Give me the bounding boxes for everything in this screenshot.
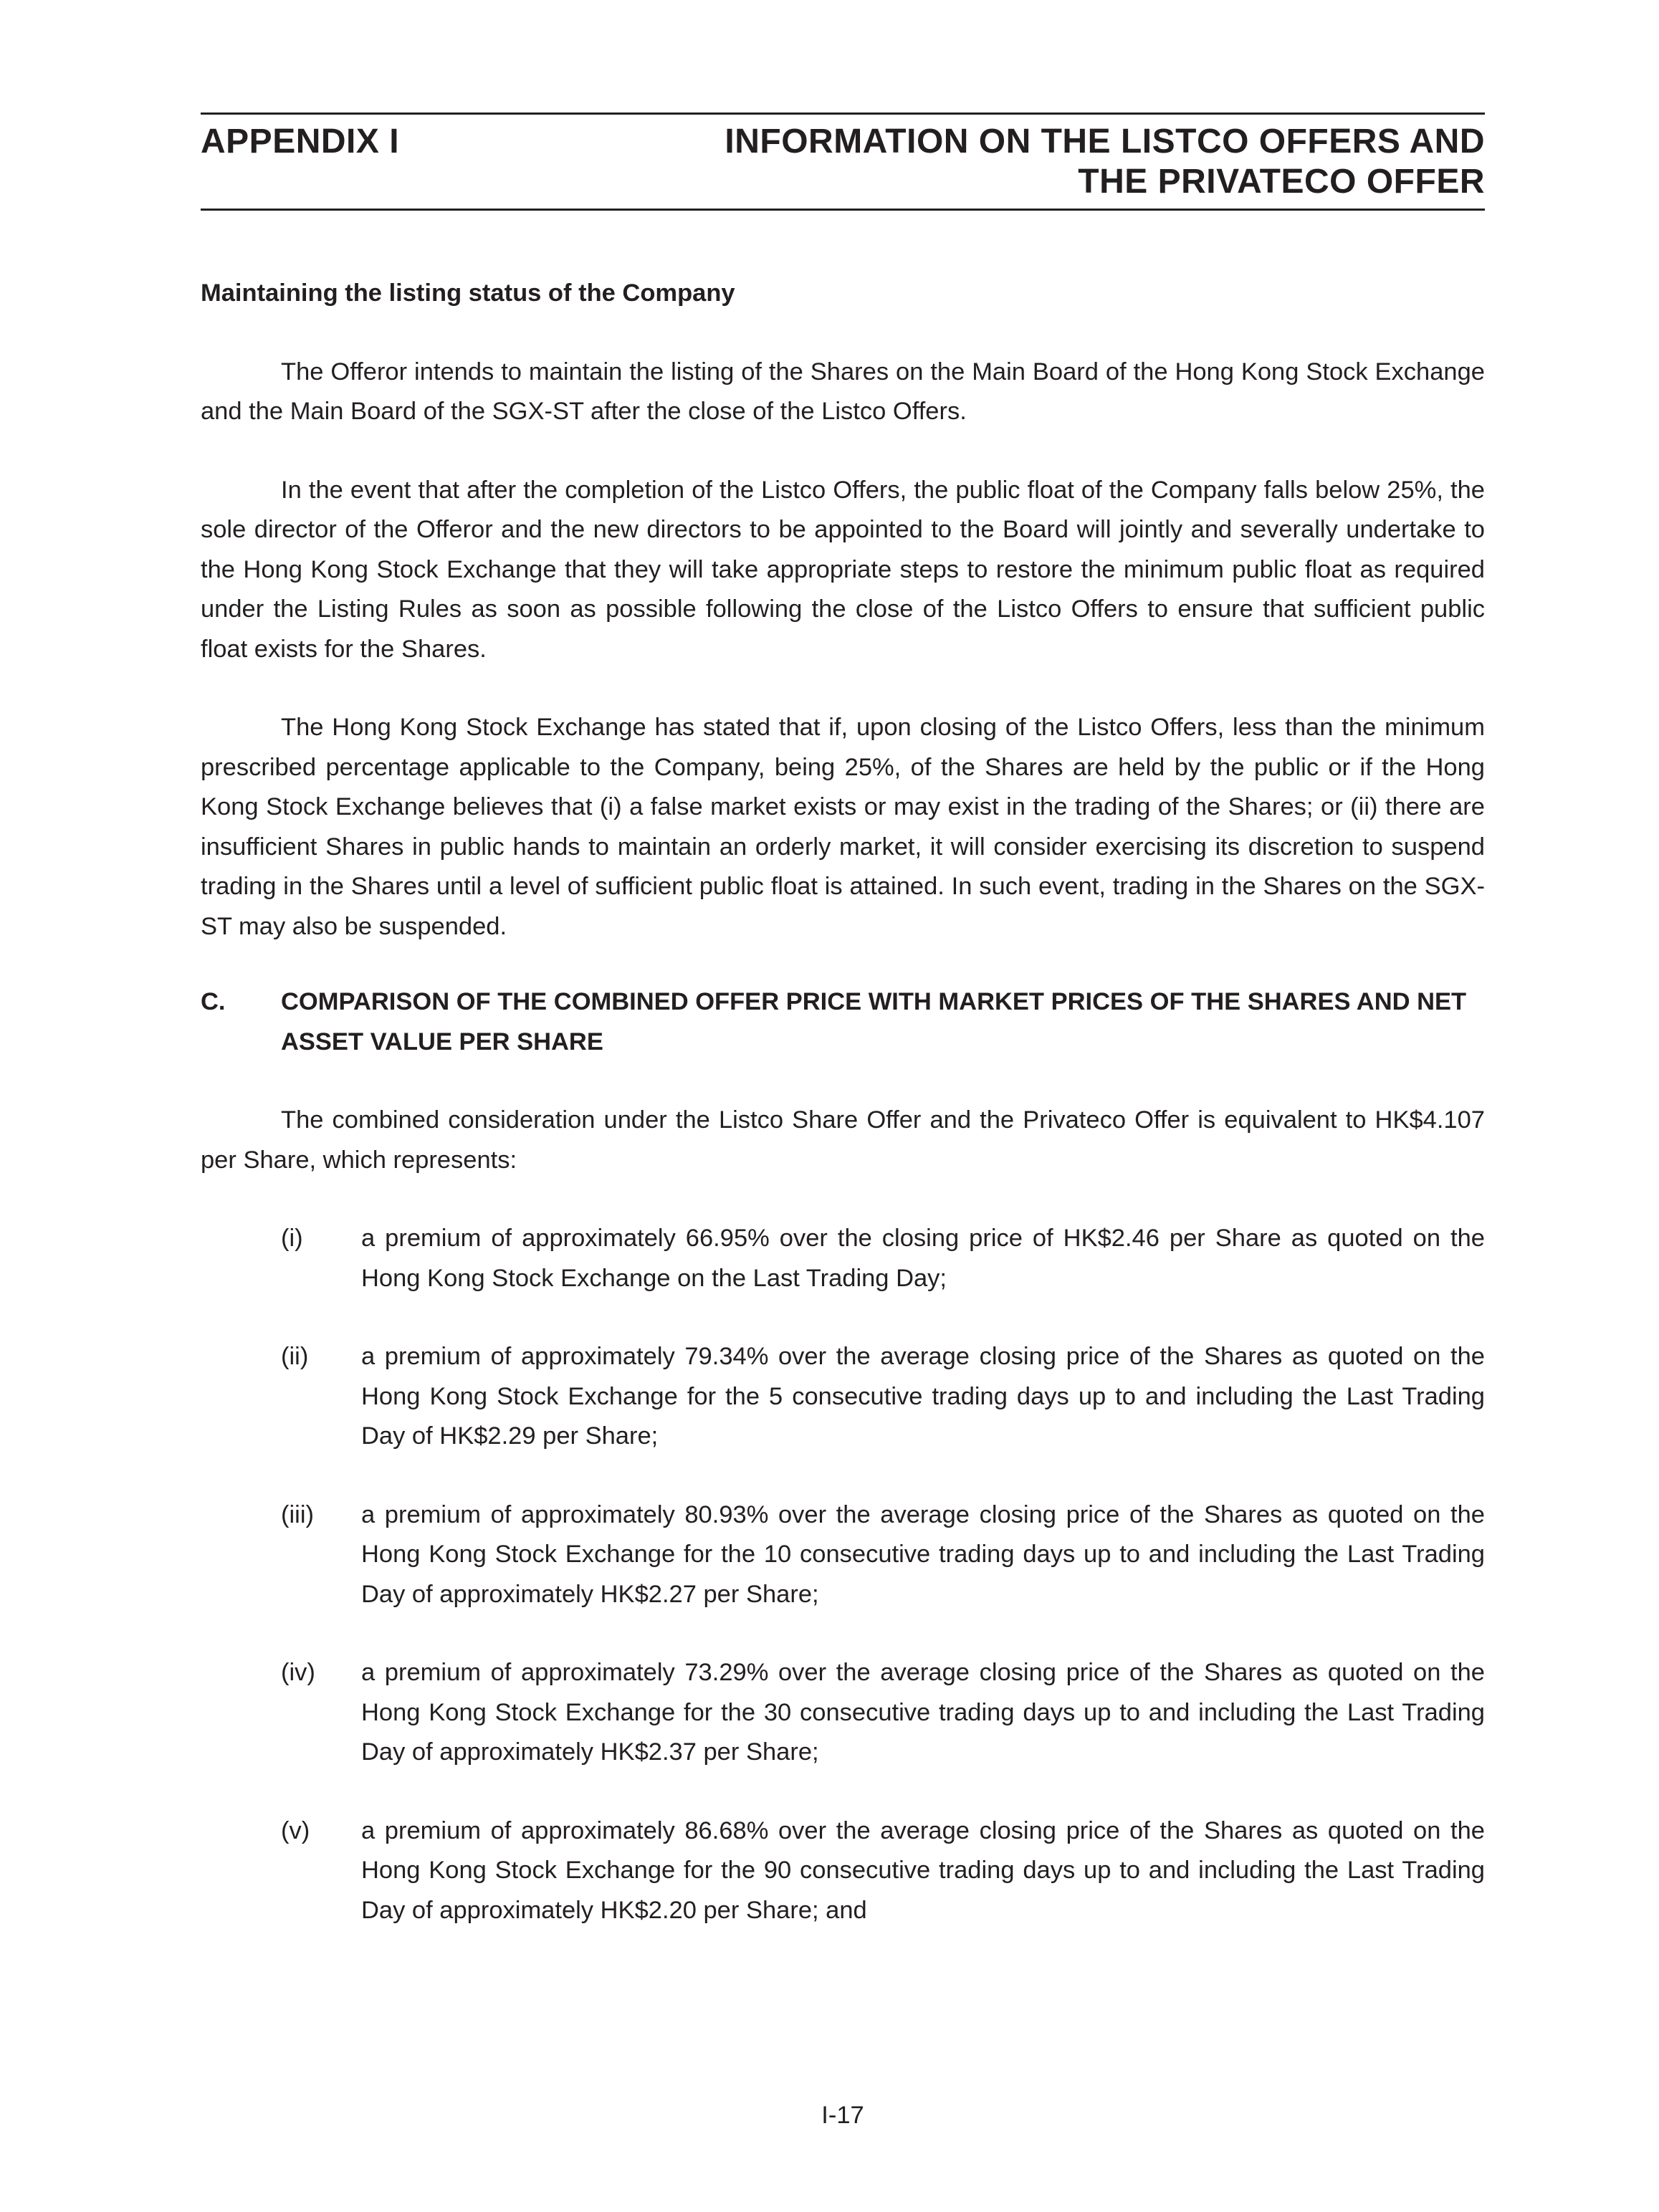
- header-bottom-rule: [201, 209, 1485, 211]
- list-item: [201, 1337, 1485, 1457]
- list-item-number: (iv): [281, 1659, 315, 1686]
- list-item-number: (ii): [281, 1343, 309, 1370]
- list-item-text: a premium of approximately 86.68% over the average closing price of the Shares as quoted on the Hong Kong Stock Exchange for the 90 consecutive trading days up to and including the Last Trading Day of approximately HK$2.20 per Share; and: [361, 1816, 1485, 1924]
- paragraph: In the event that after the completion of the Listco Offers, the public float of the Company falls below 25%, the sole director of the Offeror and the new directors to be appointed to the Board will jointly and severally undertake to the Hong Kong Stock Exchange that they will take appropriate steps to restore the minimum public float as required under the Listing Rules as soon as possible following the close of the Listco Offers to ensure that sufficient public float exists for the Shares.: [201, 476, 1485, 663]
- premium-list: [201, 1219, 1485, 1930]
- page-number: I-17: [821, 2102, 864, 2129]
- section-intro: The combined consideration under the Listco Share Offer and the Privateco Offer is equivalent to HK$4.107 per Share, which represents:: [201, 1106, 1485, 1174]
- paragraph: The Hong Kong Stock Exchange has stated that if, upon closing of the Listco Offers, less than the minimum prescribed percentage applicable to the Company, being 25%, of the Shares are held by the public or if the Hong Kong Stock Exchange believes that (i) a false market exists or may exist in the trading of the Shares; or (ii) there are insufficient Shares in public hands to maintain an orderly market, it will consider exercising its discretion to suspend trading in the Shares until a level of sufficient public float is attained. In such event, trading in the Shares on the SGX-ST may also be suspended.: [201, 714, 1485, 940]
- appendix-title-line-1: INFORMATION ON THE LISTCO OFFERS AND: [725, 123, 1485, 161]
- section-title: COMPARISON OF THE COMBINED OFFER PRICE WITH MARKET PRICES OF THE SHARES AND NET ASSET VALUE PER SHARE: [281, 988, 1467, 1055]
- document-body: [201, 274, 1485, 1969]
- sub-heading: Maintaining the listing status of the Company: [201, 279, 735, 307]
- list-item-text: a premium of approximately 73.29% over the average closing price of the Shares as quoted on the Hong Kong Stock Exchange for the 30 consecutive trading days up to and including the Last Trading Day of approximately HK$2.37 per Share;: [361, 1659, 1485, 1766]
- list-item: [201, 1811, 1485, 1931]
- paragraph: The Offeror intends to maintain the listing of the Shares on the Main Board of the Hong Kong Stock Exchange and the Main Board of the SGX-ST after the close of the Listco Offers.: [201, 358, 1485, 425]
- list-item: [201, 1219, 1485, 1298]
- list-item: [201, 1495, 1485, 1615]
- section-letter: C.: [201, 988, 226, 1015]
- appendix-title: [625, 122, 1485, 202]
- list-item-text: a premium of approximately 66.95% over the closing price of HK$2.46 per Share as quoted on the Hong Kong Stock Exchange on the Last Trading Day;: [361, 1225, 1485, 1292]
- list-item-number: (iii): [281, 1500, 314, 1528]
- list-item: [201, 1653, 1485, 1773]
- list-item-number: (v): [281, 1816, 310, 1844]
- appendix-title-line-2: THE PRIVATECO OFFER: [1078, 163, 1485, 201]
- list-item-text: a premium of approximately 79.34% over the average closing price of the Shares as quoted on the Hong Kong Stock Exchange for the 5 consecutive trading days up to and including the Last Trading Day of HK$2.29 per Share;: [361, 1343, 1485, 1450]
- section-heading: [201, 982, 1485, 1062]
- header-top-rule: [201, 112, 1485, 115]
- list-item-number: (i): [281, 1225, 303, 1252]
- appendix-label: APPENDIX I: [201, 123, 400, 161]
- document-page: [201, 0, 1485, 2212]
- list-item-text: a premium of approximately 80.93% over the average closing price of the Shares as quoted on the Hong Kong Stock Exchange for the 10 consecutive trading days up to and including the Last Trading Day of approximately HK$2.27 per Share;: [361, 1500, 1485, 1608]
